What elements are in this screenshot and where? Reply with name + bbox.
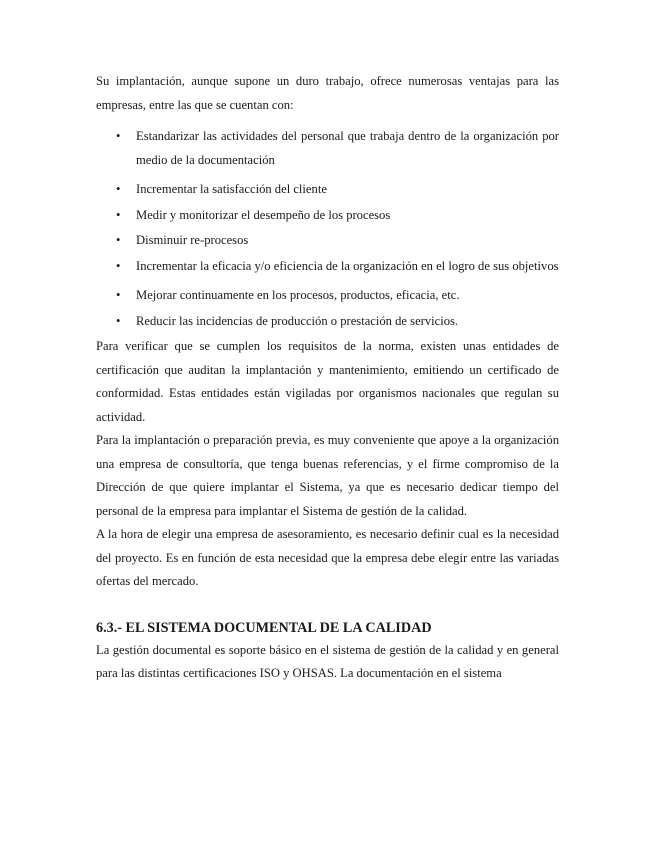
list-item bbox=[96, 284, 559, 308]
list-item bbox=[96, 204, 559, 228]
benefits-list bbox=[96, 125, 559, 333]
list-item-text: Incrementar la satisfacción del cliente bbox=[136, 182, 327, 196]
document-page bbox=[96, 70, 559, 686]
bullet-icon: • bbox=[116, 313, 121, 328]
list-item-text: Reducir las incidencias de producción o prestación de servicios. bbox=[136, 313, 459, 328]
certification-paragraph: Para verificar que se cumplen los requisitos de la norma, existen unas entidades de certificación que auditan la implantación y mantenimiento, emitiendo un certificado de conformidad. Estas entidades están vigiladas por organismos nacionales que regulan su actividad. bbox=[96, 339, 559, 424]
consultancy-paragraph: Para la implantación o preparación previa, es muy conveniente que apoye a la organización una empresa de consultoría, que tenga buenas referencias, y el firme compromiso de la Dirección de que quiere implantar el Sistema, ya que es necesario dedicar tiempo del personal de la empresa para implantar el Sistema de gestión de la calidad. bbox=[96, 433, 559, 518]
list-item-text: Mejorar continuamente en los procesos, productos, eficacia, etc. bbox=[136, 288, 460, 302]
list-item bbox=[96, 178, 559, 202]
intro-paragraph: Su implantación, aunque supone un duro trabajo, ofrece numerosas ventajas para las empresas, entre las que se cuentan con: bbox=[96, 74, 559, 112]
bullet-icon: • bbox=[116, 129, 121, 143]
bullet-icon: • bbox=[116, 233, 121, 247]
section-heading: 6.3.- EL SISTEMA DOCUMENTAL DE LA CALIDAD bbox=[96, 619, 432, 636]
bullet-icon: • bbox=[116, 288, 121, 302]
list-item-text: Estandarizar las actividades del personal que trabaja dentro de la organización por medio de la documentación bbox=[136, 129, 559, 167]
bullet-icon: • bbox=[116, 207, 121, 222]
list-item bbox=[96, 255, 559, 279]
section-paragraph: La gestión documental es soporte básico en el sistema de gestión de la calidad y en general para las distintas certificaciones ISO y OHSAS. La documentación en el sistema bbox=[96, 642, 559, 680]
list-item bbox=[96, 310, 559, 334]
list-item-text: Medir y monitorizar el desempeño de los procesos bbox=[136, 207, 391, 222]
list-item-text: Disminuir re-procesos bbox=[136, 233, 249, 247]
bullet-icon: • bbox=[116, 258, 121, 273]
list-item bbox=[96, 229, 559, 253]
list-item bbox=[96, 125, 559, 172]
list-item-text: Incrementar la eficacia y/o eficiencia de la organización en el logro de sus objetivos bbox=[136, 258, 559, 273]
bullet-icon: • bbox=[116, 182, 121, 196]
advisory-paragraph: A la hora de elegir una empresa de asesoramiento, es necesario definir cual es la necesidad del proyecto. Es en función de esta necesidad que la empresa debe elegir entre las variadas ofertas del mercado. bbox=[96, 527, 559, 588]
